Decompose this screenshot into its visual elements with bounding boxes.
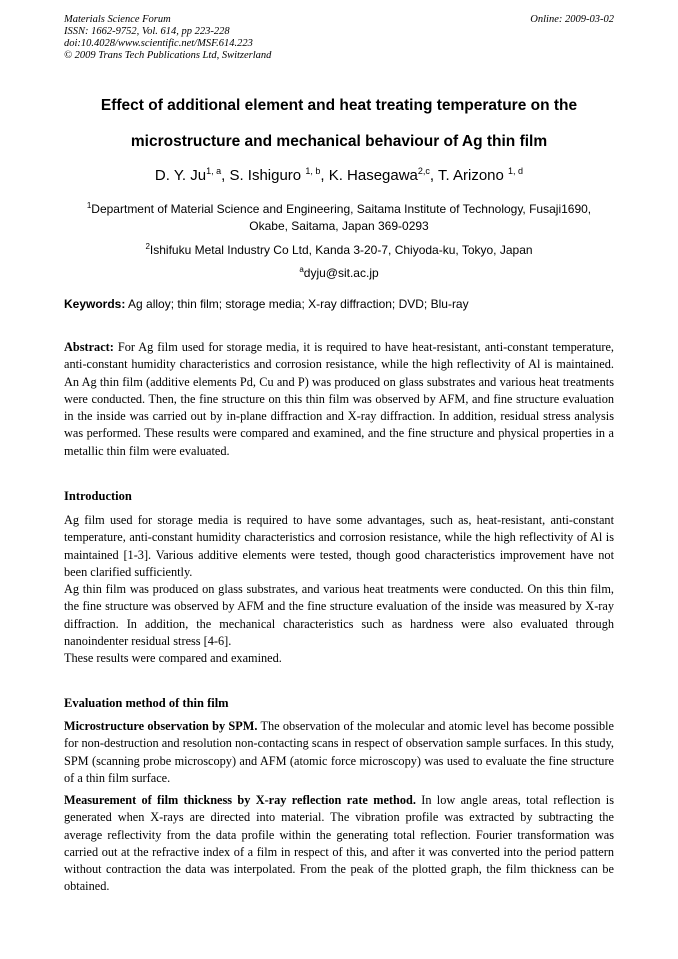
author-sup: 2,c: [417, 166, 430, 176]
intro-paragraph: These results were compared and examined.: [64, 651, 282, 666]
author-name: D. Y. Ju: [154, 167, 207, 184]
introduction-heading: Introduction: [64, 489, 132, 503]
copyright: © 2009 Trans Tech Publications Ltd, Switzerland: [64, 50, 272, 61]
title-line-1: Effect of additional element and heat treating temperature on the: [100, 97, 578, 114]
aff1-sup: 1: [86, 201, 92, 210]
abstract-label: Abstract:: [64, 340, 114, 354]
intro-paragraph: Ag thin film was produced on glass substrates, and various heat treatments were conducted. On this thin film, the fine structure was observed by AFM and the fine structure evaluation of the inside was measured by X-ray diffraction. In addition, the mechanical characteristics such as hardness were also evaluated through nanoindenter residual stress [4-6].: [64, 582, 614, 649]
aff1-line-1: Department of Material Science and Engineering, Saitama Institute of Technology, Fusaji1690,: [91, 202, 592, 216]
aff2-text: Ishifuku Metal Industry Co Ltd, Kanda 3-20-7, Chiyoda-ku, Tokyo, Japan: [149, 243, 533, 257]
keywords-text: Ag alloy; thin film; storage media; X-ray diffraction; DVD; Blu-ray: [128, 297, 469, 311]
email-line: [64, 261, 614, 282]
xrr-paragraph: [64, 792, 614, 896]
spm-paragraph: [64, 718, 614, 787]
author-sup: 1, d: [508, 166, 524, 176]
author-list: D. Y. Ju$^{1, a}$, S. Ishiguro $^{1, b}$, K. Hasegawa$^{2,c}$, T. Arizono $^{1, d}$: [154, 166, 524, 184]
keywords: [64, 297, 614, 311]
issn: ISSN: 1662-9752, Vol. 614, pp 223-228: [64, 26, 230, 37]
introduction-body: [64, 512, 614, 668]
abstract: [64, 339, 614, 460]
keywords-label: Keywords:: [64, 297, 126, 311]
abstract-text: For Ag film used for storage media, it is required to have heat-resistant, anti-constant temperature, anti-constant humidity characteristics and corrosion resistance, while the high reflectivity of Al is maintained. An Ag thin film (additive elements Pd, Cu and P) was produced on glass substrates and various heat treatments were conducted. Then, the fine structure on this thin film was observed by AFM, and fine structure evaluation in the inside was carried out by in-plane diffraction and X-ray diffraction. In addition, residual stress analysis was performed. These results were compared and examined, and the fine structure and physical properties in a metallic thin film were evaluated.: [64, 340, 614, 458]
xrr-label: Measurement of film thickness by X-ray reflection rate method.: [64, 793, 416, 807]
aff2-sup: 2: [145, 242, 150, 251]
author-sup: 1, b: [305, 166, 321, 176]
author-sup: 1, a: [206, 166, 222, 176]
online-date: Online: 2009-03-02: [530, 14, 614, 25]
paper-title: [64, 88, 614, 160]
evaluation-heading: Evaluation method of thin film: [64, 696, 229, 710]
spm-label: Microstructure observation by SPM.: [64, 719, 258, 733]
affiliation-2: [64, 238, 614, 259]
journal-name: Materials Science Forum: [64, 14, 171, 25]
affiliation-1: [64, 197, 614, 235]
doi: doi:10.4028/www.scientific.net/MSF.614.223: [64, 38, 253, 49]
intro-paragraph: Ag film used for storage media is required to have some advantages, such as, heat-resistant, anti-constant temperature, anti-constant humidity characteristics and corrosion resistance, while the high reflectivity of Al is maintained [1-3]. Various additive elements were tested, though good characteristics improvement have not been clarified sufficiently.: [64, 513, 614, 579]
author-name: S. Ishiguro: [229, 167, 302, 184]
xrr-text: In low angle areas, total reflection is generated when X-rays are directed into material. The vibration profile was extracted by subtracting the average reflectivity from the data profile within the generating total reflection. Fourier transformation was carried out at the refractive index of a film in respect of this, and after it was converted into the period pattern without contraction the data was interpolated. From the peak of the plotted graph, the film thickness can be obtained.: [64, 793, 615, 894]
email[interactable]: dyju@sit.ac.jp: [303, 266, 379, 280]
journal-header: [64, 14, 614, 62]
aff1-line-2: Okabe, Saitama, Japan 369-0293: [249, 219, 429, 233]
title-line-2: microstructure and mechanical behaviour of Ag thin film: [130, 133, 548, 150]
email-sup: a: [299, 265, 304, 274]
spm-text: The observation of the molecular and atomic level has become possible for non-destruction and resolution non-contacting scans in respect of observation sample surfaces. In this study, SPM (scanning probe microscopy) and AFM (atomic force microscopy) was used to evaluate the fine structure of a thin film surface.: [64, 719, 614, 785]
author-name: T. Arizono: [438, 167, 504, 184]
author-name: K. Hasegawa: [328, 167, 418, 184]
